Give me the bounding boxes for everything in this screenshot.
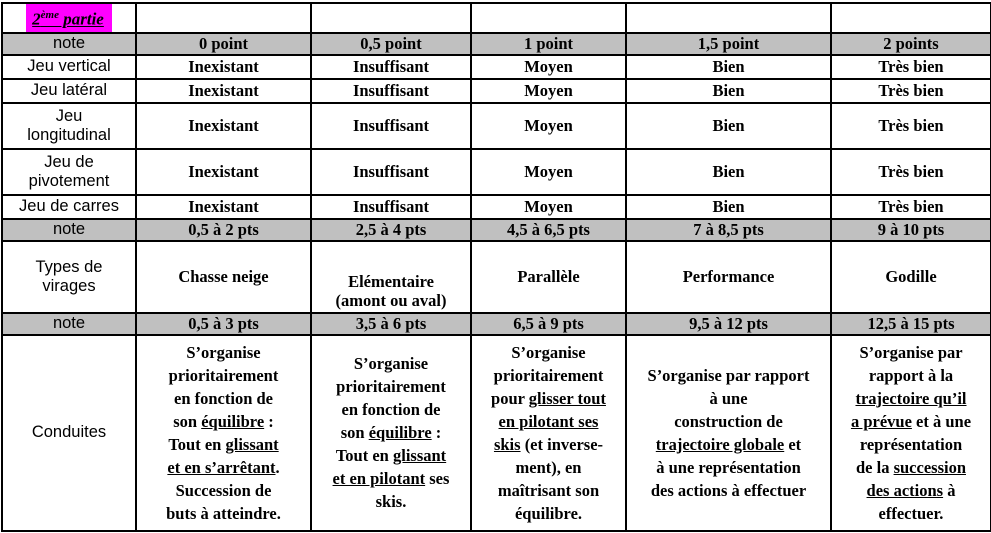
criterion-value: Bien <box>626 103 831 149</box>
note-label: note <box>2 313 136 335</box>
points-range: 7 à 8,5 pts <box>626 219 831 241</box>
evaluation-grid <box>1 2 991 532</box>
criterion-label: Jeu latéral <box>2 79 136 103</box>
points-header: 0 point <box>136 33 311 55</box>
conduite-cell: S’organise prioritairement en fonction de son équilibre : Tout en glissant et en pilotant ses skis. <box>311 335 471 531</box>
virage-type: Performance <box>626 241 831 313</box>
points-range: 12,5 à 15 pts <box>831 313 991 335</box>
virage-line: (amont ou aval) <box>335 290 447 310</box>
empty-cell <box>471 3 626 33</box>
criterion-value: Inexistant <box>136 149 311 195</box>
criterion-value: Insuffisant <box>311 149 471 195</box>
criterion-value: Inexistant <box>136 79 311 103</box>
criterion-value: Bien <box>626 79 831 103</box>
criterion-value: Bien <box>626 195 831 219</box>
criterion-value: Inexistant <box>136 103 311 149</box>
virage-type <box>311 241 471 313</box>
points-range: 0,5 à 3 pts <box>136 313 311 335</box>
criterion-value: Moyen <box>471 149 626 195</box>
label-line: virages <box>42 276 96 295</box>
criterion-value: Insuffisant <box>311 79 471 103</box>
virage-type: Chasse neige <box>136 241 311 313</box>
points-range: 9,5 à 12 pts <box>626 313 831 335</box>
criterion-value: Moyen <box>471 195 626 219</box>
empty-cell <box>136 3 311 33</box>
label-line: pivotement <box>28 171 110 190</box>
label-line: longitudinal <box>27 125 111 144</box>
conduites-label: Conduites <box>2 335 136 531</box>
criterion-value: Très bien <box>831 103 991 149</box>
points-header: 1 point <box>471 33 626 55</box>
criterion-value: Très bien <box>831 55 991 79</box>
label-line: Jeu de <box>44 152 94 171</box>
empty-cell <box>831 3 991 33</box>
criterion-value: Insuffisant <box>311 103 471 149</box>
criterion-value: Très bien <box>831 195 991 219</box>
points-header: 1,5 point <box>626 33 831 55</box>
criterion-value: Insuffisant <box>311 195 471 219</box>
section-title-cell <box>2 3 136 33</box>
criterion-label: Jeu de carres <box>2 195 136 219</box>
criterion-label <box>2 103 136 149</box>
criterion-value: Très bien <box>831 149 991 195</box>
label-line: Types de <box>35 257 103 276</box>
points-range: 0,5 à 2 pts <box>136 219 311 241</box>
points-range: 3,5 à 6 pts <box>311 313 471 335</box>
points-range: 9 à 10 pts <box>831 219 991 241</box>
points-range: 4,5 à 6,5 pts <box>471 219 626 241</box>
note-label: note <box>2 219 136 241</box>
conduite-cell: S’organise par rapport à une construction de trajectoire globale et à une représentation des actions à effectuer <box>626 335 831 531</box>
conduite-cell: S’organise prioritairement pour glisser tout en pilotant ses skis (et inverse- ment), en maîtrisant son équilibre. <box>471 335 626 531</box>
virage-type: Parallèle <box>471 241 626 313</box>
note-label: note <box>2 33 136 55</box>
points-range: 2,5 à 4 pts <box>311 219 471 241</box>
virage-line: Elémentaire <box>348 271 434 291</box>
conduite-cell: S’organise par rapport à la trajectoire qu’il a prévue et à une représentation de la succession des actions à effectuer. <box>831 335 991 531</box>
criterion-value: Inexistant <box>136 55 311 79</box>
criterion-label <box>2 149 136 195</box>
points-header: 0,5 point <box>311 33 471 55</box>
points-header: 2 points <box>831 33 991 55</box>
criterion-label: Jeu vertical <box>2 55 136 79</box>
criterion-value: Bien <box>626 55 831 79</box>
empty-cell <box>626 3 831 33</box>
criterion-value: Inexistant <box>136 195 311 219</box>
criterion-value: Très bien <box>831 79 991 103</box>
virage-type: Godille <box>831 241 991 313</box>
conduite-cell: S’organise prioritairement en fonction de son équilibre : Tout en glissant et en s’arrêtant. Succession de buts à atteindre. <box>136 335 311 531</box>
criterion-value: Insuffisant <box>311 55 471 79</box>
label-line: Jeu <box>55 106 83 125</box>
criterion-value: Moyen <box>471 79 626 103</box>
criterion-value: Moyen <box>471 103 626 149</box>
empty-cell <box>311 3 471 33</box>
criterion-value: Bien <box>626 149 831 195</box>
points-range: 6,5 à 9 pts <box>471 313 626 335</box>
criterion-value: Moyen <box>471 55 626 79</box>
section-title: 2ème partie <box>26 4 112 32</box>
virages-label <box>2 241 136 313</box>
